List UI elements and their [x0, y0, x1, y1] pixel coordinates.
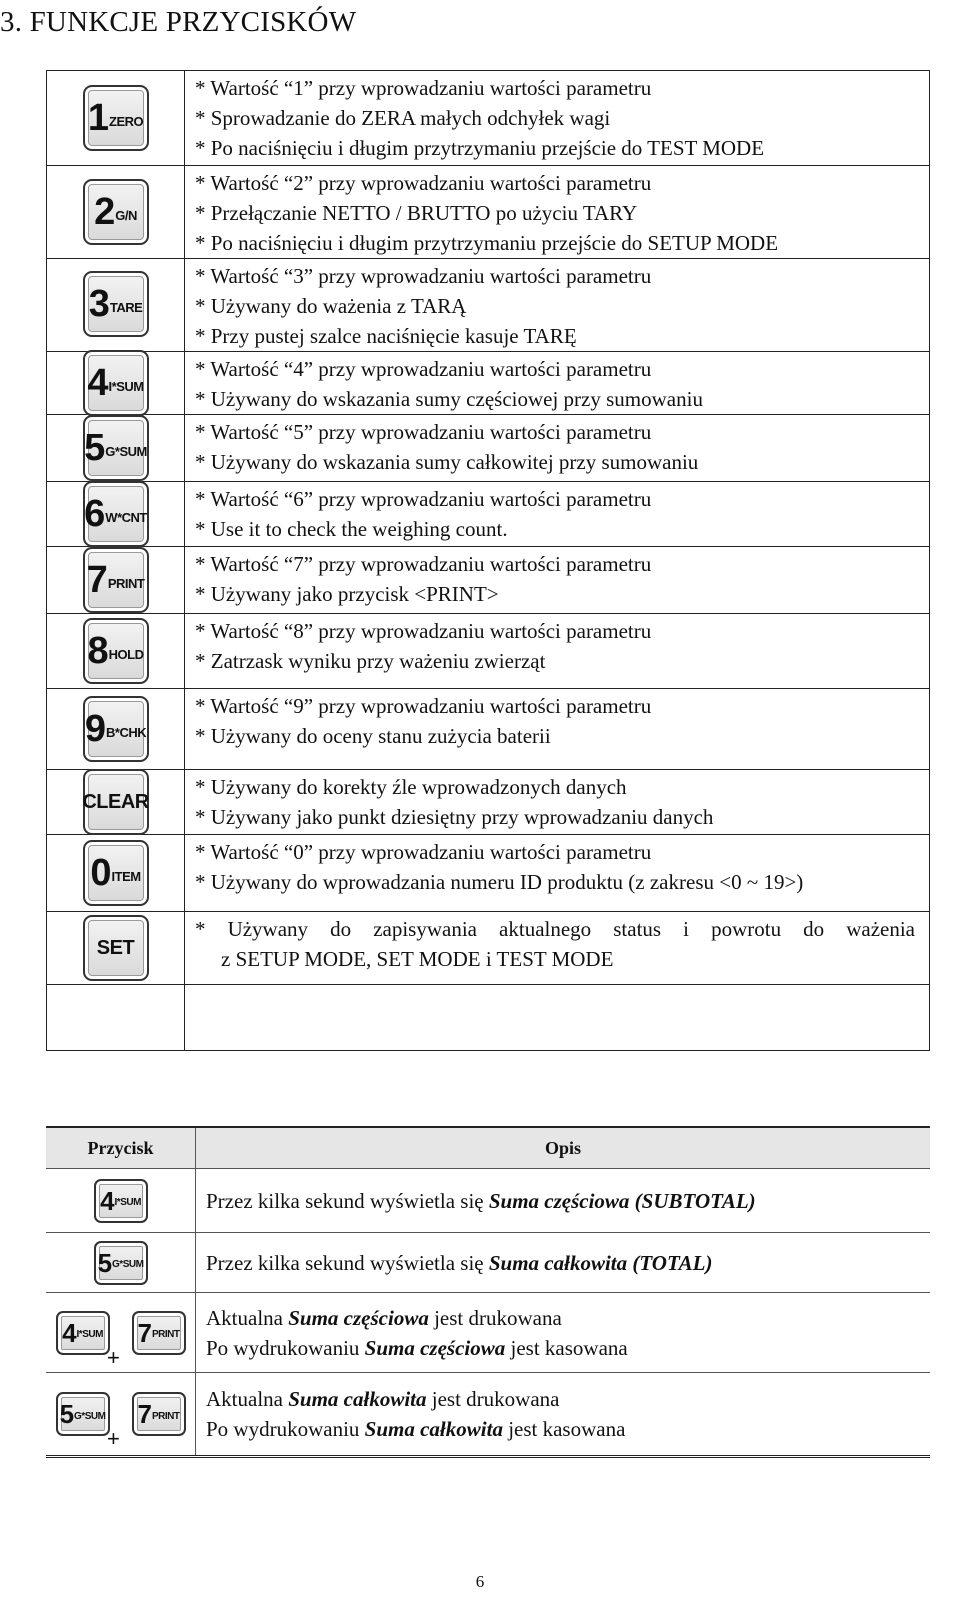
key-description	[185, 415, 930, 482]
empty-row	[47, 985, 930, 1051]
key-7-small: 7 PRINT	[132, 1311, 186, 1355]
key-7-small: 7 PRINT	[132, 1392, 186, 1436]
key-description	[185, 259, 930, 352]
desc-subtotal-text: Przez kilka sekund wyświetla się Suma częściowa (SUBTOTAL)	[196, 1169, 931, 1233]
description-line: * Wartość “3” przy wprowadzaniu wartości parametru	[195, 264, 652, 288]
key-description	[185, 835, 930, 912]
key-row	[47, 415, 930, 482]
key-description	[185, 482, 930, 547]
description-line: * Używany do korekty źle wprowadzonych danych	[195, 775, 627, 799]
key-set-icon: SET	[83, 915, 149, 981]
key-description	[185, 547, 930, 614]
key-row	[47, 352, 930, 415]
description-line: * Use it to check the weighing count.	[195, 517, 508, 541]
key-1-icon: 1 ZERO	[83, 85, 149, 151]
key-description	[185, 166, 930, 259]
key-row	[47, 835, 930, 912]
description-line: * Wartość “8” przy wprowadzaniu wartości parametru	[195, 619, 652, 643]
key-2-icon: 2 G/N	[83, 179, 149, 245]
description-line: * Zatrzask wyniku przy ważeniu zwierząt	[195, 649, 546, 673]
page-number: 6	[475, 1572, 485, 1591]
plus-sign: +	[107, 1344, 120, 1370]
key-description	[185, 71, 930, 166]
key-4-small: 4 I*SUM	[56, 1311, 110, 1355]
key-description	[185, 912, 930, 985]
description-line: * Używany do oceny stanu zużycia baterii	[195, 724, 551, 748]
description-line: * Wartość “4” przy wprowadzaniu wartości parametru	[195, 357, 652, 381]
description-line: * Wartość “2” przy wprowadzaniu wartości parametru	[195, 171, 652, 195]
key-3-icon: 3 TARE	[83, 271, 149, 337]
description-line: * Używany do ważenia z TARĄ	[195, 294, 467, 318]
desc-row-print-subtotal	[46, 1293, 930, 1373]
description-line: * Przełączanie NETTO / BRUTTO po użyciu TARY	[195, 201, 638, 225]
key-row	[47, 547, 930, 614]
key-row	[47, 689, 930, 770]
description-line: * Wartość “5” przy wprowadzaniu wartości parametru	[195, 420, 652, 444]
key-4-small: 4 I*SUM	[94, 1179, 148, 1223]
key-4-icon: 4 I*SUM	[83, 350, 149, 416]
desc-total-text: Przez kilka sekund wyświetla się Suma całkowita (TOTAL)	[196, 1233, 931, 1293]
description-line: * Po naciśnięciu i długim przytrzymaniu przejście do SETUP MODE	[195, 231, 779, 255]
key-5-small: 5 G*SUM	[56, 1392, 110, 1436]
key-description	[185, 614, 930, 689]
col-header-desc: Opis	[196, 1127, 931, 1169]
description-line: * Używany do wskazania sumy całkowitej przy sumowaniu	[195, 450, 699, 474]
key-8-icon: 8 HOLD	[83, 618, 149, 684]
description-line: * Wartość “9” przy wprowadzaniu wartości parametru	[195, 694, 652, 718]
description-line: * Wartość “1” przy wprowadzaniu wartości parametru	[195, 76, 652, 100]
desc-print-total-text: Aktualna Suma całkowita jest drukowana Po wydrukowaniu Suma całkowita jest kasowana	[196, 1373, 931, 1457]
description-line: * Używany jako przycisk <PRINT>	[195, 582, 499, 606]
description-line: * Sprowadzanie do ZERA małych odchyłek wagi	[195, 106, 611, 130]
description-line: * Po naciśnięciu i długim przytrzymaniu przejście do TEST MODE	[195, 136, 765, 160]
key-clear-icon: CLEAR	[83, 769, 149, 835]
description-line: z SETUP MODE, SET MODE i TEST MODE	[221, 947, 614, 971]
col-header-key: Przycisk	[46, 1127, 196, 1169]
key-row	[47, 482, 930, 547]
description-line: * Używany do zapisywania aktualnego status i powrotu do ważenia	[195, 917, 915, 941]
key-row	[47, 614, 930, 689]
key-description	[185, 770, 930, 835]
description-line: * Używany jako punkt dziesiętny przy wprowadzaniu danych	[195, 805, 714, 829]
description-line: * Przy pustej szalce naciśnięcie kasuje TARĘ	[195, 324, 577, 348]
key-combinations-table	[46, 1126, 930, 1458]
section-title: 3. FUNKCJE PRZYCISKÓW	[0, 6, 357, 38]
description-line: * Wartość “6” przy wprowadzaniu wartości parametru	[195, 487, 652, 511]
desc-row-print-total	[46, 1373, 930, 1457]
key-row	[47, 71, 930, 166]
description-line: * Używany do wskazania sumy częściowej przy sumowaniu	[195, 387, 703, 411]
key-row	[47, 770, 930, 835]
key-row	[47, 166, 930, 259]
key-5-icon: 5 G*SUM	[83, 415, 149, 481]
desc-row-subtotal	[46, 1169, 930, 1233]
key-7-icon: 7 PRINT	[83, 547, 149, 613]
key-9-icon: 9 B*CHK	[83, 696, 149, 762]
key-description	[185, 689, 930, 770]
key-5-small: 5 G*SUM	[94, 1241, 148, 1285]
key-0-icon: 0 ITEM	[83, 840, 149, 906]
key-description	[185, 352, 930, 415]
key-row	[47, 259, 930, 352]
plus-sign: +	[107, 1426, 120, 1451]
description-line: * Używany do wprowadzania numeru ID produktu (z zakresu <0 ~ 19>)	[195, 870, 804, 894]
key-6-icon: 6 W*CNT	[83, 481, 149, 547]
description-line: * Wartość “7” przy wprowadzaniu wartości parametru	[195, 552, 652, 576]
key-row	[47, 912, 930, 985]
desc-row-total	[46, 1233, 930, 1293]
description-line: * Wartość “0” przy wprowadzaniu wartości parametru	[195, 840, 652, 864]
desc-print-subtotal-text: Aktualna Suma częściowa jest drukowana Po wydrukowaniu Suma częściowa jest kasowana	[196, 1293, 931, 1373]
key-functions-table	[46, 70, 930, 1051]
